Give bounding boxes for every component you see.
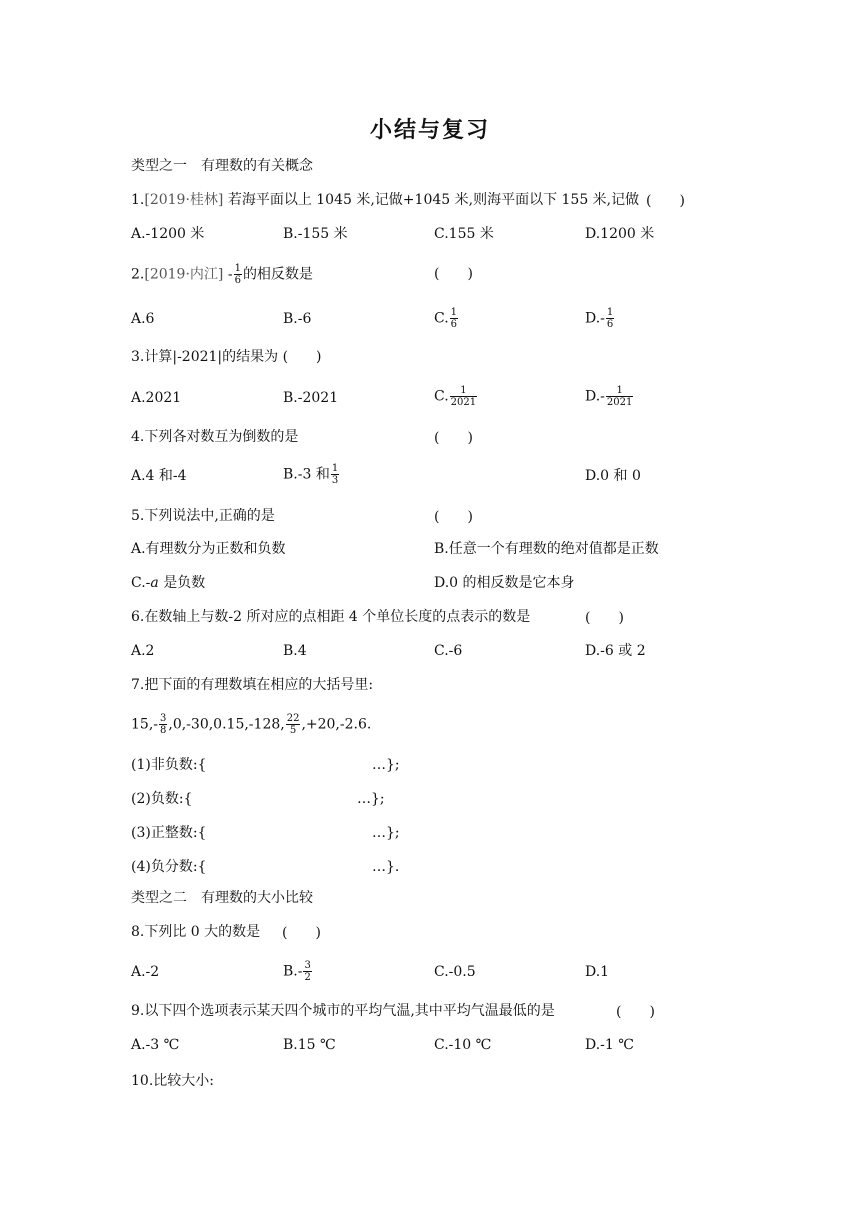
question-5: 5.下列说法中,正确的是	[131, 508, 275, 524]
option-b: B.15 ℃	[283, 1037, 336, 1053]
fraction: $\frac{1}{6}$	[234, 263, 241, 286]
option-c: C.-6	[434, 643, 463, 659]
fraction: $\frac{3}{2}$	[304, 960, 311, 983]
option-a: A.有理数分为正数和负数	[131, 541, 286, 557]
question-8: 8.下列比 0 大的数是	[131, 924, 261, 940]
option-b: B.4	[283, 643, 307, 659]
fill-negative-fraction: (4)负分数:{	[131, 859, 207, 875]
fraction: $\frac{1}{2021}$	[450, 385, 477, 408]
answer-paren: ( )	[646, 193, 685, 209]
option-b: B.任意一个有理数的绝对值都是正数	[434, 541, 659, 557]
option-a: A.2	[131, 643, 155, 659]
fill-negative-fraction-end: …}.	[372, 859, 400, 875]
question-1	[131, 190, 639, 210]
option-d: D.0 和 0	[585, 468, 641, 484]
question-text: 若海平面以上 1045 米,记做+1045 米,则海平面以下 155 米,记做	[223, 192, 640, 208]
section-heading-2: 类型之二 有理数的大小比较	[131, 890, 313, 906]
option-b: B.-6	[283, 311, 312, 327]
fill-nonnegative: (1)非负数:{	[131, 757, 207, 773]
option-c: C. $\frac{1}{2021}$	[434, 385, 477, 408]
question-2: 2.[2019·内江] - $\frac{1}{6}$ 的相反数是	[131, 263, 313, 286]
option-d: D.- $\frac{1}{2021}$	[585, 385, 633, 408]
answer-paren: ( )	[434, 509, 473, 525]
number-list: 15,- $\frac{3}{8}$ ,0,-30,0.15,-128, $\frac{22}{5}$ ,+20,-2.6.	[131, 713, 372, 736]
question-10: 10.比较大小:	[131, 1073, 214, 1089]
fraction: $\frac{1}{6}$	[450, 307, 458, 330]
option-a: A.-3 ℃	[131, 1037, 180, 1053]
option-d: D.1	[585, 964, 610, 980]
option-c: C.-10 ℃	[434, 1037, 492, 1053]
section-heading-1: 类型之一 有理数的有关概念	[131, 158, 313, 174]
fraction: $\frac{1}{6}$	[606, 307, 614, 330]
fill-nonnegative-end: …};	[372, 757, 400, 773]
option-a: A.-1200 米	[131, 226, 205, 242]
fraction: $\frac{22}{5}$	[286, 713, 300, 736]
question-number: 1.	[131, 192, 145, 208]
question-3: 3.计算|-2021|的结果为 ( )	[131, 349, 322, 365]
option-c: C.-a 是负数	[131, 575, 206, 591]
option-b: B.-2021	[283, 390, 339, 406]
option-d: D.-1 ℃	[585, 1037, 634, 1053]
answer-paren: ( )	[282, 925, 321, 941]
option-a: A.6	[131, 311, 155, 327]
answer-paren: ( )	[585, 610, 624, 626]
option-c: C. $\frac{1}{6}$	[434, 307, 458, 330]
option-d: D.- $\frac{1}{6}$	[585, 307, 614, 330]
fill-negative: (2)负数:{	[131, 791, 193, 807]
option-c: C.-0.5	[434, 964, 476, 980]
fraction: $\frac{1}{2021}$	[606, 385, 633, 408]
fill-positive-integer-end: …};	[372, 825, 400, 841]
fraction: $\frac{1}{3}$	[331, 463, 339, 486]
answer-paren: ( )	[434, 430, 473, 446]
option-d: D.1200 米	[585, 226, 655, 242]
fill-negative-end: …};	[357, 791, 385, 807]
option-b: B.-155 米	[283, 226, 348, 242]
fill-positive-integer: (3)正整数:{	[131, 825, 207, 841]
question-6: 6.在数轴上与数-2 所对应的点相距 4 个单位长度的点表示的数是	[131, 609, 531, 625]
option-c: C.155 米	[434, 226, 494, 242]
question-7: 7.把下面的有理数填在相应的大括号里:	[131, 677, 374, 693]
answer-paren: ( )	[434, 266, 473, 282]
fraction: $\frac{3}{8}$	[160, 713, 167, 736]
page-title: 小结与复习	[369, 118, 490, 143]
question-text: 的相反数是	[242, 266, 313, 283]
option-a: A.4 和-4	[131, 468, 187, 484]
option-a: A.2021	[131, 390, 182, 406]
question-source: [2019·桂林]	[144, 192, 224, 208]
answer-paren: ( )	[616, 1004, 655, 1020]
option-b: B.- $\frac{3}{2}$	[283, 960, 311, 983]
option-d: D.-6 或 2	[585, 643, 646, 659]
option-b: B.-3 和 $\frac{1}{3}$	[283, 463, 339, 486]
question-4: 4.下列各对数互为倒数的是	[131, 429, 299, 445]
option-a: A.-2	[131, 964, 160, 980]
question-source: [2019·内江]	[144, 266, 224, 283]
question-9: 9.以下四个选项表示某天四个城市的平均气温,其中平均气温最低的是	[131, 1003, 555, 1019]
option-d: D.0 的相反数是它本身	[434, 575, 575, 591]
